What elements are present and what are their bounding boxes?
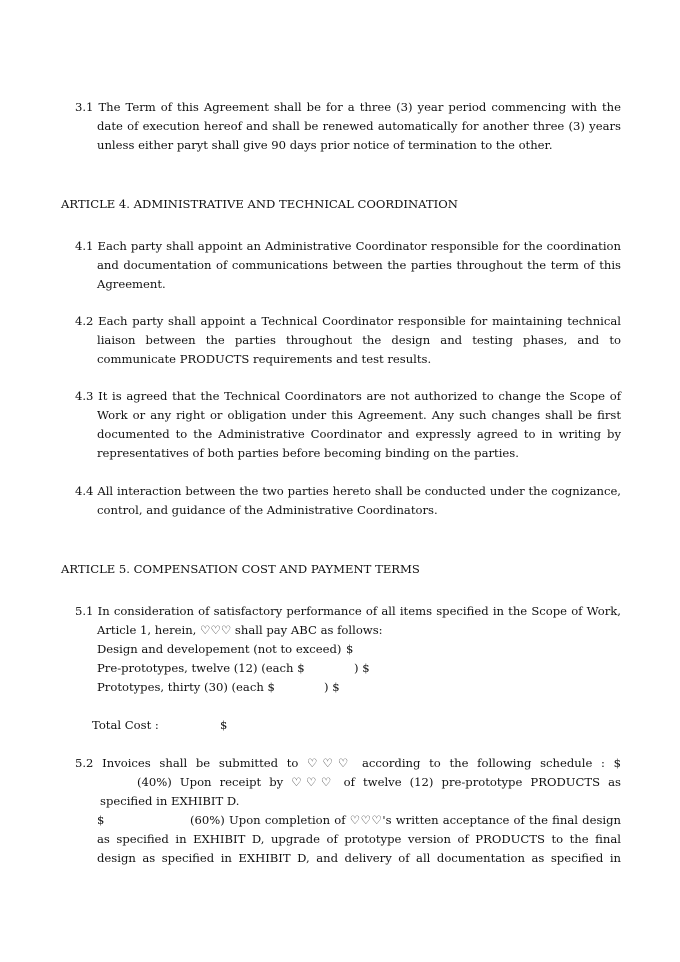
text-line: Agreement. [97,277,166,291]
text-line: unless either paryt shall give 90 days prior notice of termination to the other. [97,138,553,152]
prototypes-amount: ) $ [324,680,340,694]
text-line: communicate PRODUCTS requirements and test results. [97,352,432,366]
text-line: 4.1 Each party shall appoint an Administrative Coordinator responsible for the coordination [75,239,621,253]
text-line: 5.1 In consideration of satisfactory performance of all items specified in the Scope of Work, [75,604,621,618]
text-line: specified in EXHIBIT D. [100,794,240,808]
text-line: as specified in EXHIBIT D, upgrade of prototype version of PRODUCTS to the final [97,832,621,846]
text-line: representatives of both parties before becoming binding on the parties. [97,446,519,460]
article-5-heading: ARTICLE 5. COMPENSATION COST AND PAYMENT TERMS [61,562,420,576]
text-line: 4.3 It is agreed that the Technical Coordinators are not authorized to change the Scope of [75,389,621,403]
total-cost-amount: $ [220,718,228,732]
text-line: Article 1, herein, ♡♡♡ shall pay ABC as follows: [97,623,383,637]
text-line: 3.1 The Term of this Agreement shall be for a three (3) year period commencing with the [75,100,621,114]
text-line: Work or any right or obligation under this Agreement. Any such changes shall be first [97,408,621,422]
design-label: Design and developement (not to exceed) [97,642,342,656]
text-line: 4.4 All interaction between the two parties hereto shall be conducted under the cognizance, [75,484,621,498]
text-line: control, and guidance of the Administrative Coordinators. [97,503,438,517]
total-cost-label: Total Cost : [92,718,159,732]
text-line: 5.2 Invoices shall be submitted to ♡♡♡ according to the following schedule : $ [75,756,621,770]
text-line: documented to the Administrative Coordinator and expressly agreed to in writing by [97,427,621,441]
pre-prototypes-amount: ) $ [354,661,370,675]
text-line: (40%) Upon receipt by ♡♡♡ of twelve (12) pre-prototype PRODUCTS as [137,775,621,789]
prototypes-label: Prototypes, thirty (30) (each $ [97,680,275,694]
text-line: date of execution hereof and shall be renewed automatically for another three (3) years [97,119,621,133]
text-line: and documentation of communications between the parties throughout the term of this [97,258,621,272]
text-line: design as specified in EXHIBIT D, and delivery of all documentation as specified in [97,851,621,865]
text-line: liaison between the parties throughout the design and testing phases, and to [97,333,621,347]
amount-sign: $ [97,813,105,827]
text-line: (60%) Upon completion of ♡♡♡'s written acceptance of the final design [190,813,621,827]
article-4-heading: ARTICLE 4. ADMINISTRATIVE AND TECHNICAL COORDINATION [61,197,458,211]
design-amount: $ [346,642,354,656]
text-line: 4.2 Each party shall appoint a Technical Coordinator responsible for maintaining technical [75,314,621,328]
pre-prototypes-label: Pre-prototypes, twelve (12) (each $ [97,661,305,675]
